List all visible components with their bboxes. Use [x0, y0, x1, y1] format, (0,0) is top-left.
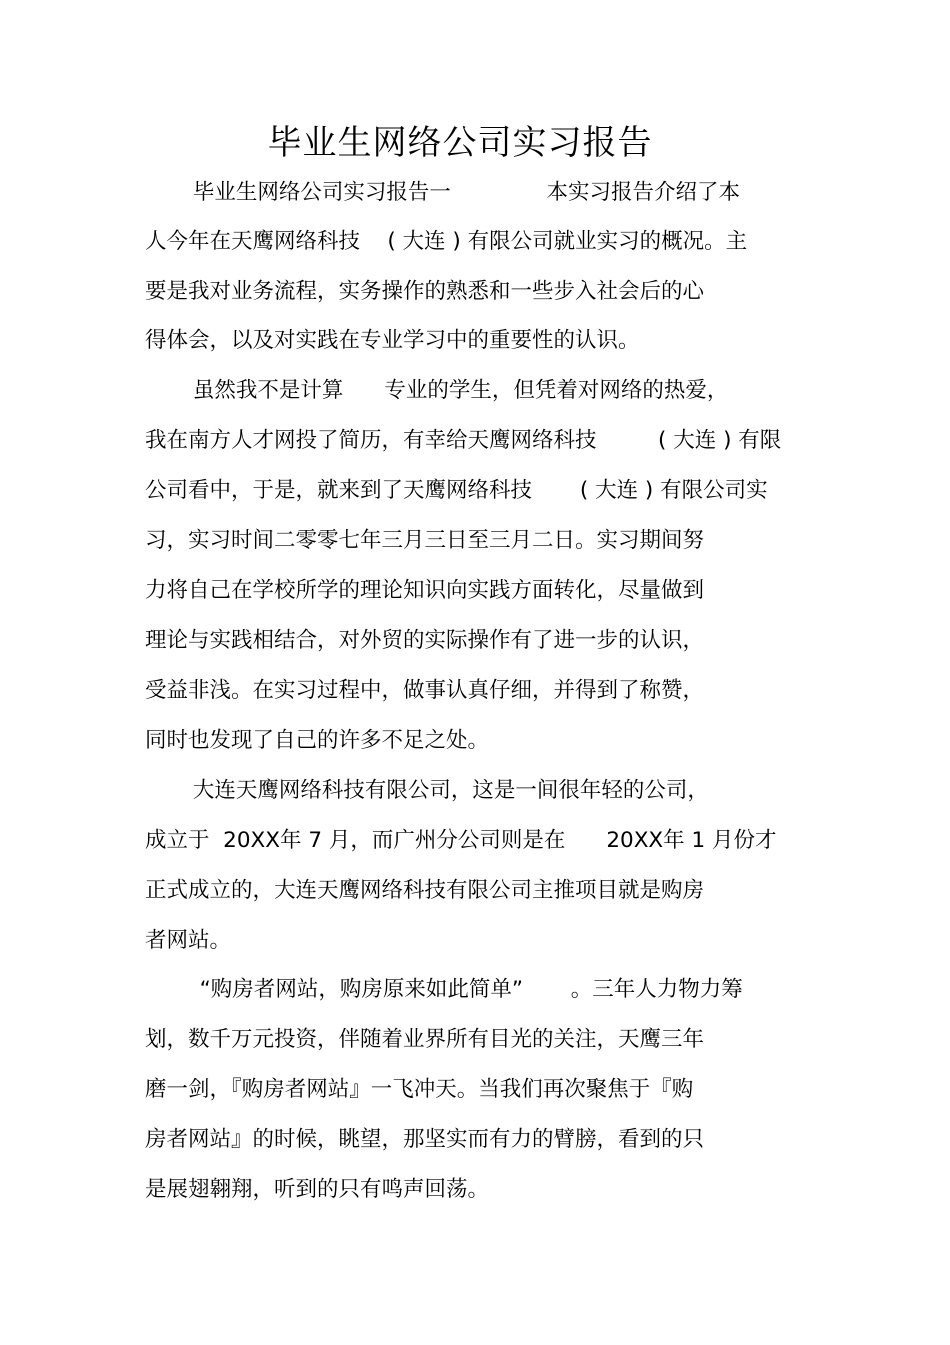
- text-line: 同时也发现了自己的许多不足之处。: [145, 728, 490, 753]
- text-line: 房者网站』的时候，眺望，那坚实而有力的臂膀，看到的只: [145, 1127, 705, 1152]
- text-line: 要是我对业务流程，实务操作的熟悉和一些步入社会后的心: [145, 279, 705, 304]
- text-line: 大连天鹰网络科技有限公司，这是一间很年轻的公司，: [145, 778, 709, 803]
- text-line: 理论与实践相结合，对外贸的实际操作有了进一步的认识，: [145, 628, 705, 653]
- text-line: 磨一剑，『购房者网站』一飞冲天。当我们再次聚焦于『购: [145, 1077, 694, 1102]
- text-line: “购房者网站，购房原来如此简单” 。三年人力物力筹: [145, 977, 743, 1002]
- text-line: 得体会，以及对实践在专业学习中的重要性的认识。: [145, 328, 640, 353]
- text-line: 是展翅翱翔，听到的只有鸣声回荡。: [145, 1177, 490, 1202]
- text-line: 毕业生网络公司实习报告一 本实习报告介绍了本: [145, 180, 741, 205]
- text-line: 我在南方人才网投了简历，有幸给天鹰网络科技 ( 大连 ) 有限: [145, 428, 782, 453]
- text-line: 者网站。: [145, 928, 232, 953]
- text-line: 人今年在天鹰网络科技 ( 大连 ) 有限公司就业实习的概况。主: [145, 229, 748, 254]
- document-title: 毕业生网络公司实习报告: [267, 123, 653, 163]
- text-line: 虽然我不是计算 专业的学生，但凭着对网络的热爱，: [145, 378, 729, 403]
- text-line: 力将自己在学校所学的理论知识向实践方面转化，尽量做到: [145, 578, 705, 603]
- text-line: 正式成立的，大连天鹰网络科技有限公司主推项目就是购房: [145, 878, 705, 903]
- text-line: 受益非浅。在实习过程中，做事认真仔细，并得到了称赞，: [145, 678, 705, 703]
- text-line: 公司看中，于是，就来到了天鹰网络科技 ( 大连 ) 有限公司实: [145, 478, 768, 503]
- text-line: 划，数千万元投资，伴随着业界所有目光的关注，天鹰三年: [145, 1027, 705, 1052]
- text-line: 习，实习时间二零零七年三月三日至三月二日。实习期间努: [145, 528, 705, 553]
- text-line: 成立于 20XX年 7 月，而广州分公司则是在 20XX年 1 月份才: [145, 828, 777, 853]
